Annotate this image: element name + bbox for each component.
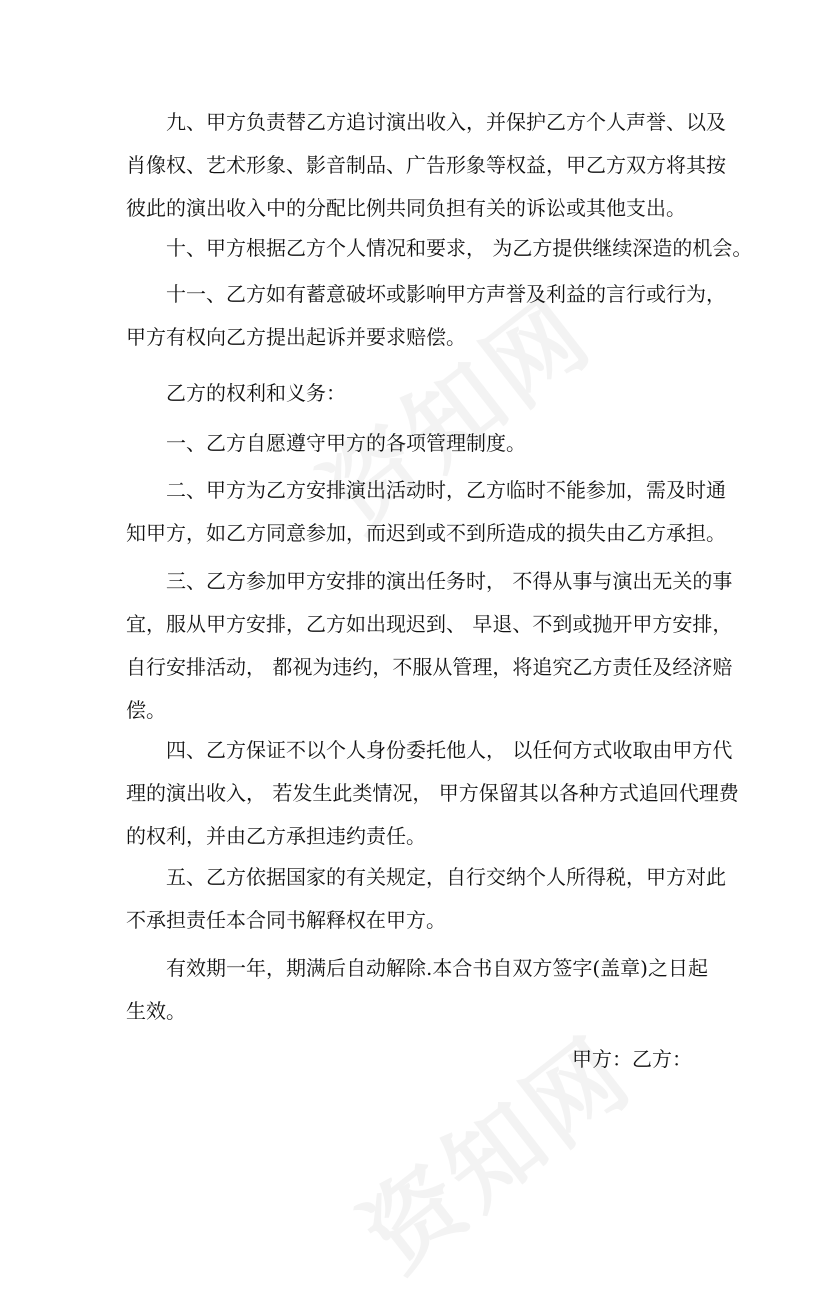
clause-10	[126, 227, 753, 270]
text-line: 彼此的演出收入中的分配比例共同负担有关的诉讼或其他支出。	[126, 196, 686, 220]
text-line: 宜，服从甲方安排，乙方如出现迟到、 早退、不到或抛开甲方安排，	[126, 612, 733, 636]
text-line: 十一、乙方如有蓄意破坏或影响甲方声誉及利益的言行或行为，	[166, 282, 726, 306]
text-line: 知甲方，如乙方同意参加，而迟到或不到所造成的损失由乙方承担。	[126, 521, 726, 545]
text-line: 生效。	[126, 999, 186, 1023]
text-line: 一、乙方自愿遵守甲方的各项管理制度。	[166, 431, 526, 455]
obligation-5	[126, 856, 726, 942]
validity-clause	[126, 947, 706, 1033]
text-line: 九、甲方负责替乙方追讨演出收入，并保护乙方个人声誉、以及	[166, 110, 726, 134]
text-line: 偿。	[126, 698, 166, 722]
text-line: 有效期一年，期满后自动解除.本合书自双方签字(盖章)之日起	[166, 956, 708, 980]
obligation-2	[126, 469, 726, 555]
text-line: 不承担责任本合同书解释权在甲方。	[126, 908, 446, 932]
text-line: 甲方有权向乙方提出起诉并要求赔偿。	[126, 325, 466, 349]
clause-11	[126, 273, 726, 359]
signature-line: 甲方：乙方：	[572, 1047, 692, 1071]
obligation-1	[126, 422, 706, 465]
text-line: 理的演出收入， 若发生此类情况， 甲方保留其以各种方式追回代理费	[126, 781, 739, 805]
text-line: 自行安排活动， 都视为违约，不服从管理，将追究乙方责任及经济赔	[126, 655, 733, 679]
obligation-4	[126, 729, 739, 858]
text-line: 的权利，并由乙方承担违约责任。	[126, 824, 426, 848]
section-heading: 乙方的权利和义务：	[166, 381, 346, 405]
text-line: 二、甲方为乙方安排演出活动时，乙方临时不能参加，需及时通	[166, 478, 726, 502]
text-line: 肖像权、艺术形象、影音制品、广告形象等权益，甲乙方双方将其按	[126, 153, 726, 177]
text-line: 五、乙方依据国家的有关规定，自行交纳个人所得税，甲方对此	[166, 865, 726, 889]
text-line: 四、乙方保证不以个人身份委托他人， 以任何方式收取由甲方代	[166, 738, 733, 762]
text-line: 十、甲方根据乙方个人情况和要求， 为乙方提供继续深造的机会。	[166, 236, 753, 260]
text-line: 三、乙方参加甲方安排的演出任务时， 不得从事与演出无关的事	[166, 569, 733, 593]
obligation-3	[126, 560, 733, 732]
clause-9	[126, 101, 726, 230]
